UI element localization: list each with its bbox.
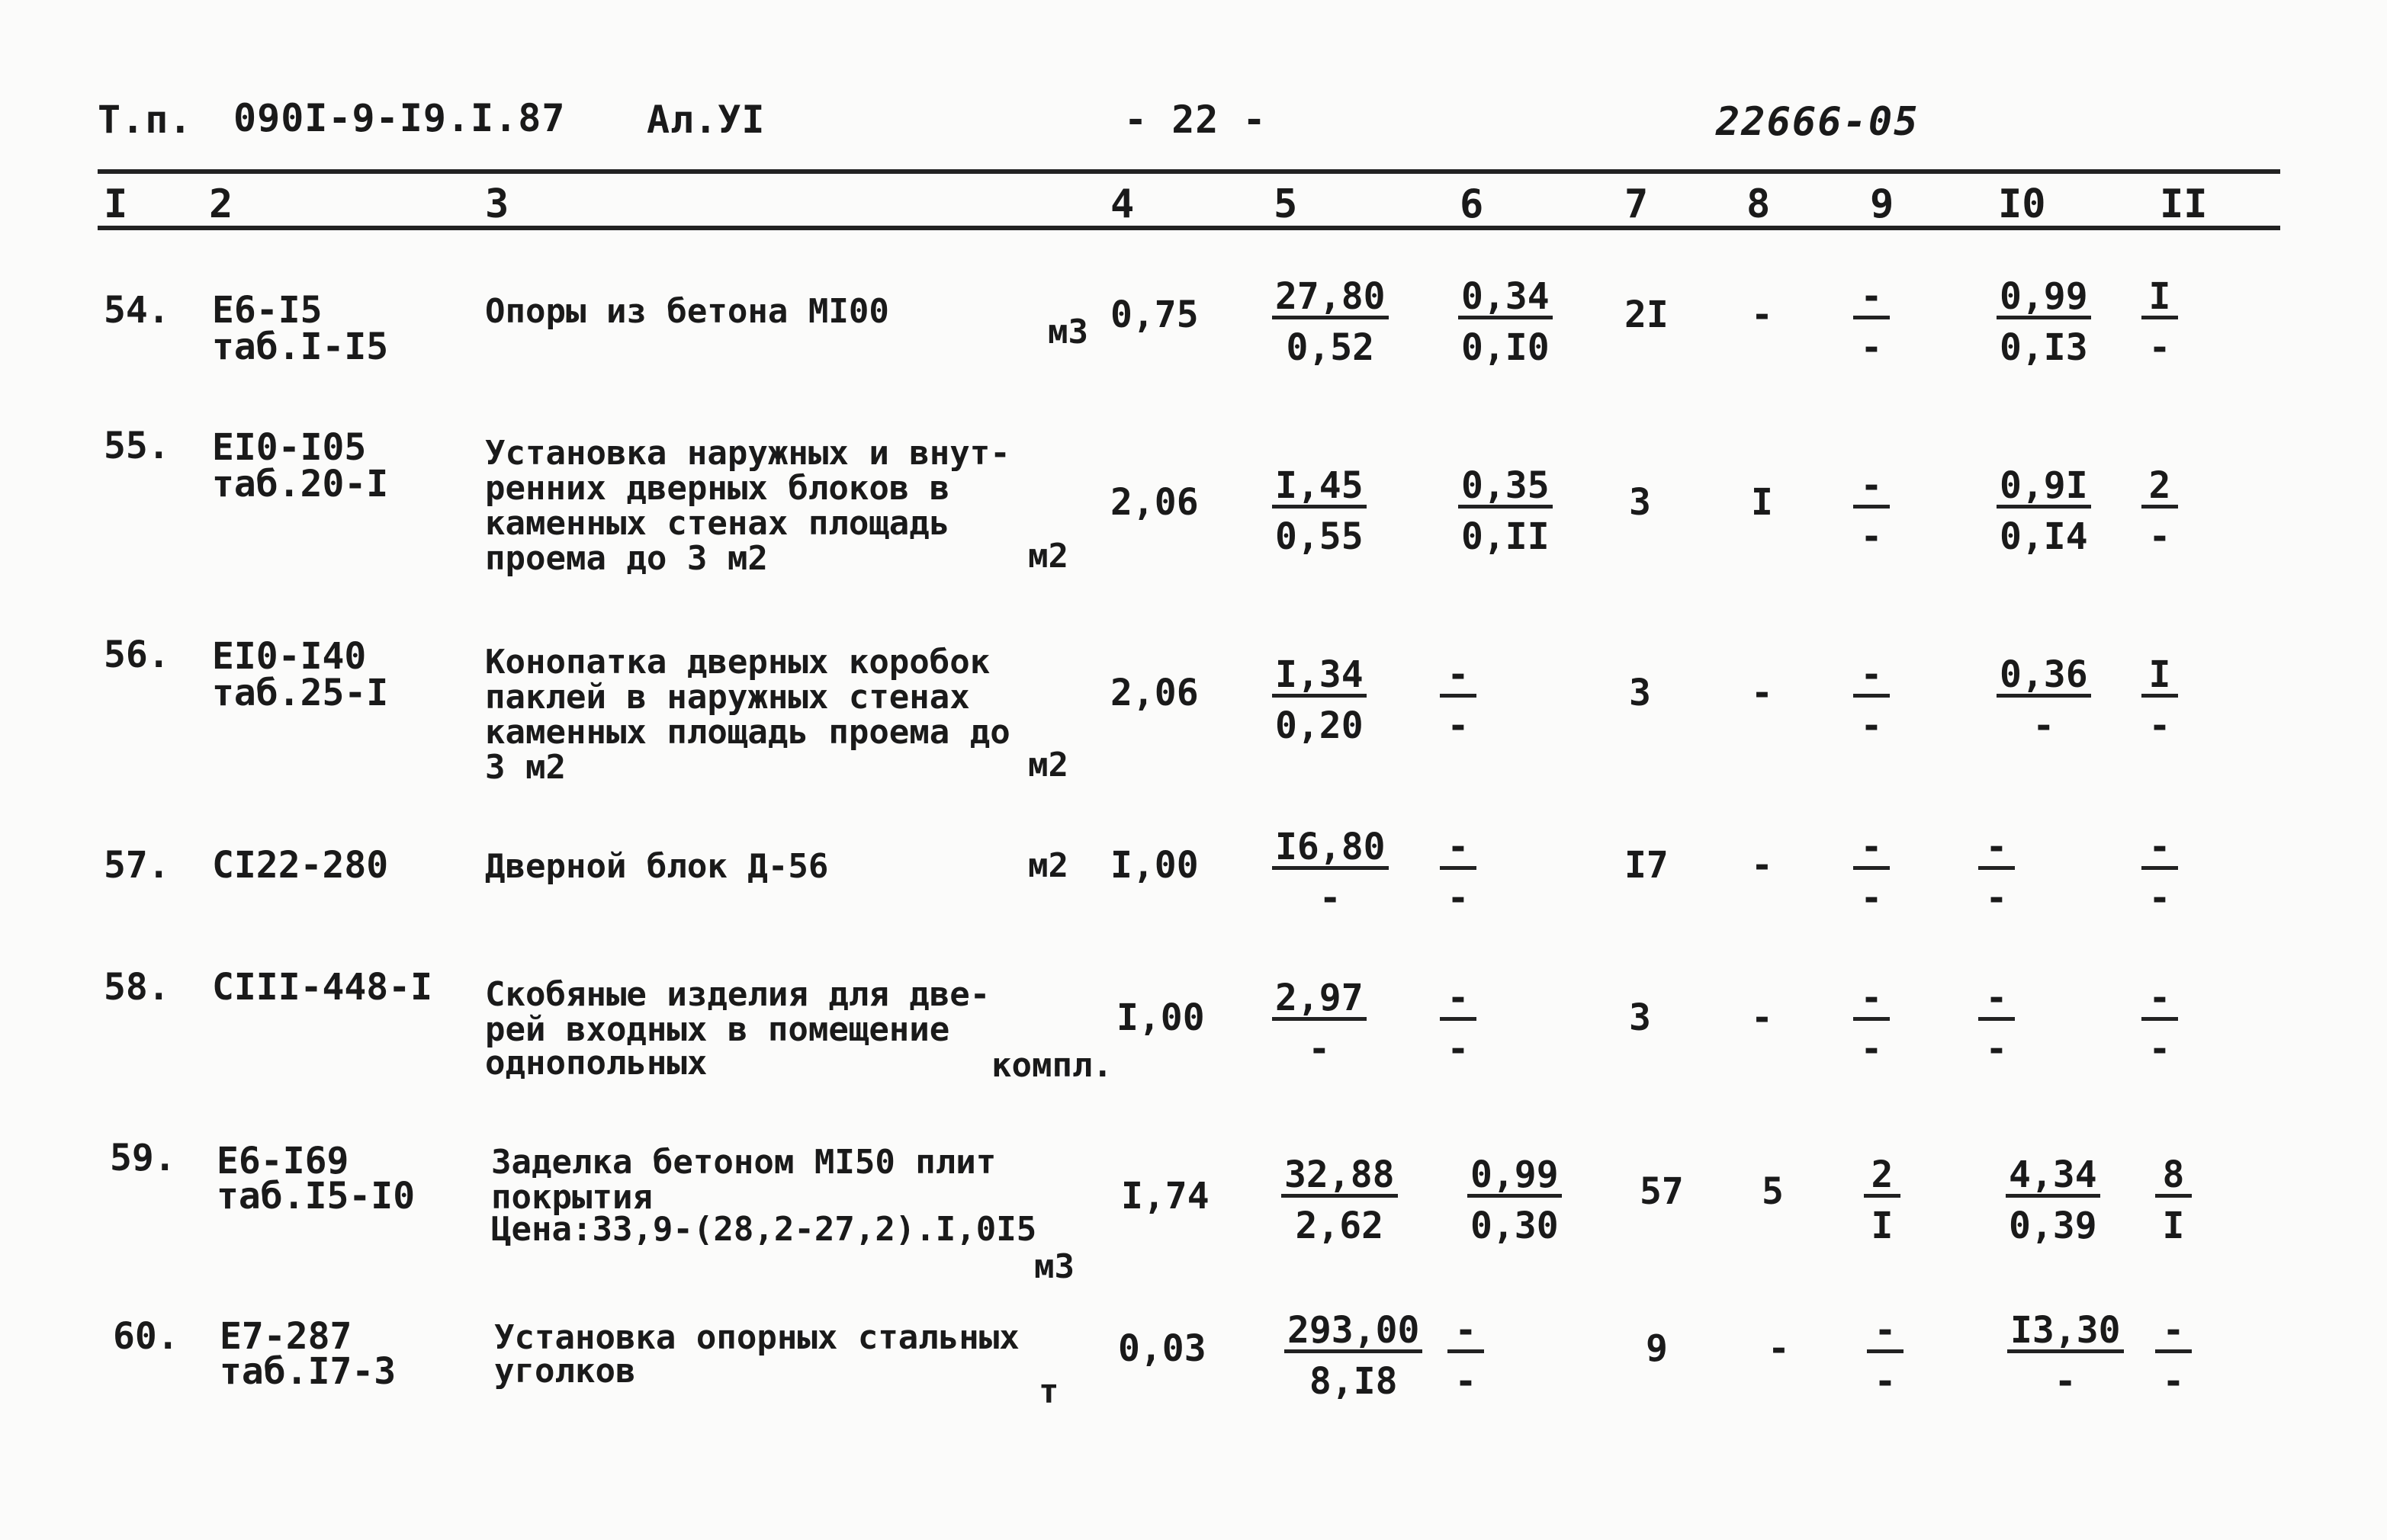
desc-line-2: рей входных в помещение [485,1010,950,1049]
col11-sub: I [2162,1205,2185,1247]
col10-sub: - [2054,1360,2077,1403]
col9-fraction [1853,828,1890,917]
col6-sub: - [1447,704,1470,747]
col11-fraction [2155,1309,2192,1403]
col7-value: 3 [1629,672,1651,714]
col9-sub: - [1860,704,1883,747]
col6-fraction [1440,653,1476,747]
col6-value: 0,99 [1467,1156,1562,1198]
col5-value: 2,97 [1272,979,1367,1021]
col5-value: I6,80 [1272,828,1389,870]
col-header-4: 4 [1110,181,1135,227]
col9-value: 2 [1864,1156,1900,1198]
col11-sub: - [2148,1028,2171,1070]
col9-value: - [1867,1311,1903,1353]
code-line-1: Е6-I5 [212,289,323,332]
col8-value: - [1768,1327,1790,1370]
col10-fraction [2007,1309,2124,1403]
col6-fraction [1467,1153,1562,1247]
col10-fraction [1997,464,2091,558]
col6-sub: - [1447,877,1470,919]
col11-fraction [2141,653,2178,747]
row-number: 55. [104,425,170,467]
col11-value: - [2155,1311,2192,1353]
desc-line-2: паклей в наружных стенах [485,678,970,717]
quantity: 0,75 [1110,294,1199,336]
desc-line-3: каменных площадь проема до [485,713,1010,752]
col10-sub: - [1985,877,2008,919]
unit: м3 [1048,313,1088,351]
unit: м2 [1028,537,1068,576]
col9-fraction [1853,979,1890,1068]
col10-value: 4,34 [2006,1156,2100,1198]
col8-value: 5 [1762,1170,1784,1213]
col-header-2: 2 [209,181,233,227]
col7-value: 9 [1646,1327,1668,1370]
desc-line-4: проема до 3 м2 [485,539,768,578]
col9-fraction [1867,1309,1903,1403]
code-line-1: СIII-448-I [212,966,432,1009]
col10-value: I3,30 [2007,1311,2124,1353]
col5-sub: 0,52 [1286,326,1375,369]
col9-fraction [1853,653,1890,747]
col9-sub: - [1860,1028,1883,1070]
col9-sub: - [1874,1360,1897,1403]
row-number: 56. [104,634,170,676]
col11-fraction [2155,1153,2192,1247]
col-header-3: 3 [485,181,509,227]
col10-value: 0,36 [1997,656,2091,698]
col-header-6: 6 [1460,181,1484,227]
col9-value: - [1853,828,1890,870]
col6-fraction [1440,979,1476,1068]
col8-value: - [1751,844,1773,887]
code-line-1: ЕI0-I40 [212,635,367,678]
col7-value: 3 [1629,996,1651,1039]
desc-line-3: Цена:33,9-(28,2-27,2).I,0I5 [491,1210,1037,1249]
col6-fraction [1440,828,1476,917]
col6-fraction [1458,275,1553,369]
col9-fraction [1853,275,1890,369]
col11-sub: - [2148,704,2171,747]
desc-line-2: уголков [494,1352,636,1391]
unit: т [1039,1372,1059,1411]
col11-value: - [2141,979,2178,1021]
col11-sub: - [2162,1360,2185,1403]
code-line-2: таб.25-I [212,672,389,714]
col10-value: 0,99 [1997,278,2091,319]
col5-sub: 0,20 [1275,704,1364,747]
desc-line-3: однопольных [485,1044,708,1083]
col10-sub: - [1985,1028,2008,1070]
col-header-8: 8 [1746,181,1771,227]
desc-line-1: Опоры из бетона МI00 [485,292,889,331]
col10-fraction [1997,275,2091,369]
col5-value: I,34 [1272,656,1367,698]
col10-fraction [2006,1153,2100,1247]
col11-sub: - [2148,326,2171,369]
col10-value: - [1978,979,2015,1021]
col9-sub: - [1860,877,1883,919]
col-header-5: 5 [1274,181,1298,227]
col11-sub: - [2148,877,2171,919]
desc-line-4: 3 м2 [485,748,566,787]
col5-value: I,45 [1272,467,1367,509]
row-number: 60. [113,1315,179,1358]
top-rule [98,169,2280,174]
col11-value: I [2141,278,2178,319]
col11-value: - [2141,828,2178,870]
col5-value: 32,88 [1281,1156,1398,1198]
col9-value: - [1853,278,1890,319]
col7-value: I7 [1624,844,1669,887]
col11-fraction [2141,828,2178,917]
code-line-2: таб.20-I [212,463,389,505]
col11-value: 8 [2155,1156,2192,1198]
quantity: 2,06 [1110,481,1199,524]
col9-value: - [1853,979,1890,1021]
unit: м2 [1028,746,1068,784]
row-number: 59. [110,1137,176,1179]
col-header-9: 9 [1870,181,1894,227]
quantity: I,74 [1121,1175,1210,1218]
col5-fraction [1272,464,1367,558]
quantity: 2,06 [1110,672,1199,714]
desc-line-1: Дверной блок Д-56 [485,847,829,886]
desc-line-1: Заделка бетоном МI50 плит [491,1143,997,1182]
col8-value: - [1751,996,1773,1039]
col11-fraction [2141,464,2178,558]
doc-code: 090I-9-I9.I.87 [233,96,566,140]
col9-value: - [1853,467,1890,509]
album-label: Ал.УI [647,98,766,142]
col6-sub: - [1447,1028,1470,1070]
col10-sub: - [2032,704,2055,747]
col5-sub: 2,62 [1295,1205,1384,1247]
col6-value: 0,35 [1458,467,1553,509]
desc-line-2: покрытия [491,1178,653,1217]
col6-sub: 0,I0 [1461,326,1550,369]
quantity: I,00 [1116,996,1205,1039]
col9-value: - [1853,656,1890,698]
col6-fraction [1447,1309,1484,1403]
row-number: 54. [104,289,170,332]
col5-value: 293,00 [1284,1311,1422,1353]
col7-value: 2I [1624,294,1669,336]
col7-value: 57 [1640,1170,1684,1213]
code-line-1: СI22-280 [212,844,389,887]
col-header-7: 7 [1624,181,1649,227]
col6-sub: - [1454,1360,1477,1403]
unit: м3 [1034,1247,1075,1286]
col9-sub: - [1860,515,1883,558]
col6-value: - [1440,828,1476,870]
col5-fraction [1284,1309,1422,1403]
col9-fraction [1853,464,1890,558]
column-header-rule [98,226,2280,230]
unit: м2 [1028,846,1068,885]
code-line-1: Е7-287 [220,1315,352,1358]
col10-fraction [1997,653,2091,747]
row-number: 57. [104,844,170,887]
col5-fraction [1281,1153,1398,1247]
col11-value: I [2141,656,2178,698]
code-line-2: таб.I-I5 [212,326,389,368]
code-line-1: Е6-I69 [217,1140,349,1182]
col5-fraction [1272,653,1367,747]
col7-value: 3 [1629,481,1651,524]
col9-sub: I [1871,1205,1894,1247]
col6-sub: 0,30 [1470,1205,1559,1247]
desc-line-1: Установка наружных и внут- [485,434,1010,473]
col5-value: 27,80 [1272,278,1389,319]
col10-sub: 0,39 [2009,1205,2097,1247]
col11-fraction [2141,275,2178,369]
quantity: 0,03 [1118,1327,1206,1370]
col11-sub: - [2148,515,2171,558]
col10-fraction [1978,828,2015,917]
col6-value: 0,34 [1458,278,1553,319]
col8-value: - [1751,294,1773,336]
col10-fraction [1978,979,2015,1068]
col5-fraction [1272,275,1389,369]
col10-value: - [1978,828,2015,870]
col5-fraction [1272,979,1367,1068]
code-line-2: таб.I5-I0 [217,1175,416,1218]
col5-fraction [1272,828,1389,917]
col6-fraction [1458,464,1553,558]
col6-value: - [1447,1311,1484,1353]
unit: компл. [991,1046,1113,1085]
col6-value: - [1440,979,1476,1021]
doc-type: Т.п. [98,98,193,142]
quantity: I,00 [1110,844,1199,887]
col11-fraction [2141,979,2178,1068]
col5-sub: - [1308,1028,1331,1070]
col-header-1: I [104,181,128,227]
col5-sub: 8,I8 [1309,1360,1398,1403]
col8-value: I [1751,481,1773,524]
page-number: - 22 - [1124,98,1267,142]
col8-value: - [1751,672,1773,714]
col-header-10: I0 [1998,181,2046,227]
col5-sub: - [1319,877,1341,919]
col11-value: 2 [2141,467,2178,509]
col5-sub: 0,55 [1275,515,1364,558]
col-header-11: II [2160,181,2208,227]
code-line-1: ЕI0-I05 [212,426,367,469]
desc-line-1: Конопатка дверных коробок [485,643,991,682]
desc-line-1: Установка опорных стальных [494,1318,1020,1357]
col6-value: - [1440,656,1476,698]
row-number: 58. [104,966,170,1009]
document-number: 22666-05 [1716,99,1920,145]
col10-sub: 0,I4 [2000,515,2088,558]
desc-line-1: Скобяные изделия для две- [485,975,991,1014]
col9-fraction [1864,1153,1900,1247]
col6-sub: 0,II [1461,515,1550,558]
col9-sub: - [1860,326,1883,369]
col10-sub: 0,I3 [2000,326,2088,369]
desc-line-3: каменных стенах площадь [485,504,950,543]
col10-value: 0,9I [1997,467,2091,509]
code-line-2: таб.I7-3 [220,1350,397,1393]
desc-line-2: ренних дверных блоков в [485,469,950,508]
